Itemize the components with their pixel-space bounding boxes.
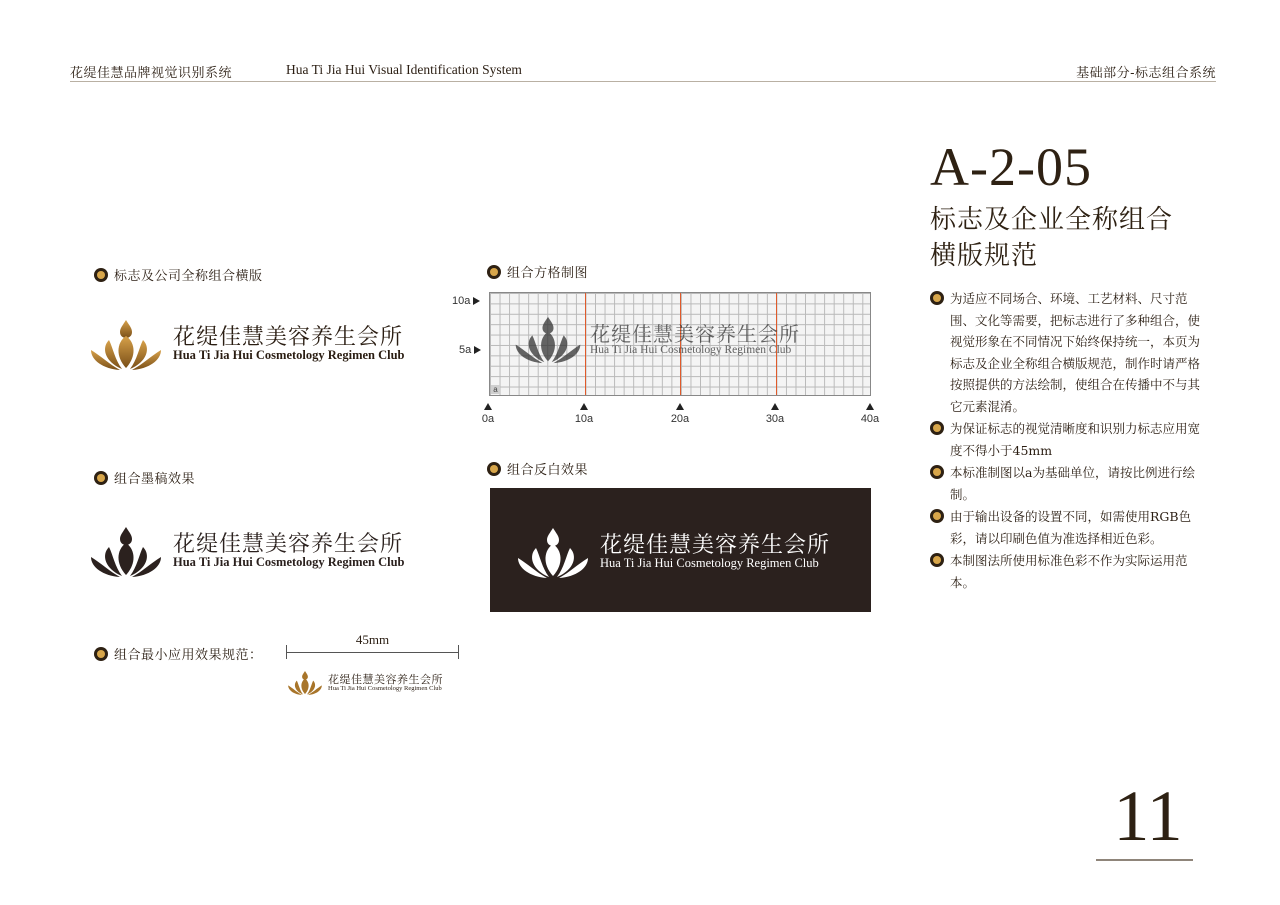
logo-wordmark (173, 327, 405, 363)
page-header (70, 58, 1216, 82)
brand-title-en: Hua Ti Jia Hui Visual Identification System (286, 62, 522, 77)
bullet-icon (94, 268, 108, 282)
logo-wordmark (590, 321, 800, 357)
arrow-up-icon (580, 403, 588, 410)
dimension-end (286, 645, 287, 659)
logo-mono (87, 525, 405, 579)
logo-wordmark (173, 534, 405, 570)
bullet-icon (930, 291, 944, 305)
page-title-line-2: 横版规范 (930, 241, 1039, 271)
logo-min-size (286, 670, 443, 696)
logo-wordmark (328, 674, 443, 692)
bullet-icon (487, 265, 501, 279)
construction-grid (489, 292, 871, 396)
x-tick-40a: 40a (856, 403, 884, 425)
min-width-dimension (286, 630, 459, 660)
x-tick-20a: 20a (666, 403, 694, 425)
page-code: A-2-05 (930, 137, 1092, 197)
lotus-logo-icon (87, 318, 165, 372)
page-number-underline (1096, 859, 1193, 861)
logo-reverse (514, 526, 830, 580)
note-item: 由于输出设备的设置不同，如需使用RGB色彩，请以印刷色值为准选择相近色彩。 (930, 506, 1210, 549)
arrow-right-icon (474, 346, 481, 354)
logo-name-en: Hua Ti Jia Hui Cosmetology Regimen Club (328, 684, 442, 692)
page-title (930, 202, 1230, 274)
logo-name-en: Hua Ti Jia Hui Cosmetology Regimen Club (173, 348, 405, 363)
section-label-mono: 组合墨稿效果 (94, 468, 195, 487)
logo-color (87, 318, 405, 372)
section-label-color-logo: 标志及公司全称组合横版 (94, 265, 263, 284)
y-tick-5a: 5a (459, 344, 481, 356)
lotus-logo-icon (87, 525, 165, 579)
note-item: 为保证标志的视觉清晰度和识别力标志应用宽度不得小于45mm (930, 418, 1210, 461)
logo-name-cn: 花缇佳慧美容养生会所 (328, 672, 443, 686)
note-item: 为适应不同场合、环境、工艺材料、尺寸范围、文化等需要，把标志进行了多种组合，使视觉形象在不同情况下始终保持统一，本页为标志及企业全称组合横版规范，制作时请严格按照提供的方法绘制，使组合在传播中不与其它元素混淆。 (930, 288, 1210, 417)
arrow-up-icon (771, 403, 779, 410)
logo-wordmark (600, 535, 830, 571)
bullet-icon (487, 462, 501, 476)
arrow-right-icon (473, 297, 480, 305)
brand-title-cn: 花缇佳慧品牌视觉识别系统 (70, 66, 233, 81)
min-width-label: 45mm (355, 632, 390, 647)
bullet-icon (930, 509, 944, 523)
logo-name-cn: 花缇佳慧美容养生会所 (173, 325, 404, 351)
bullet-icon (930, 421, 944, 435)
section-title: 基础部分-标志组合系统 (1076, 66, 1216, 81)
logo-name-cn: 花缇佳慧美容养生会所 (590, 321, 800, 346)
bullet-icon (94, 471, 108, 485)
lotus-logo-icon (512, 315, 584, 365)
x-tick-0a: 0a (476, 403, 500, 425)
logo-name-en: Hua Ti Jia Hui Cosmetology Regimen Club (600, 556, 819, 571)
grid-unit-cell: a (491, 385, 500, 394)
logo-name-en: Hua Ti Jia Hui Cosmetology Regimen Club (590, 343, 792, 356)
logo-name-cn: 花缇佳慧美容养生会所 (173, 532, 404, 558)
note-item: 本制图法所使用标准色彩不作为实际运用范本。 (930, 550, 1210, 593)
arrow-up-icon (484, 403, 492, 410)
dimension-end (458, 645, 459, 659)
bullet-icon (94, 647, 108, 661)
y-tick-10a: 10a (452, 295, 480, 307)
logo-name-en: Hua Ti Jia Hui Cosmetology Regimen Club (173, 555, 405, 570)
dimension-line (286, 652, 459, 653)
x-tick-30a: 30a (761, 403, 789, 425)
lotus-logo-icon (286, 670, 324, 696)
bullet-icon (930, 465, 944, 479)
section-label-grid: 组合方格制图 (487, 262, 588, 281)
bullet-icon (930, 553, 944, 567)
note-item: 本标准制图以a为基础单位，请按比例进行绘制。 (930, 462, 1210, 505)
page-title-line-1: 标志及企业全称组合 (930, 205, 1174, 235)
notes-list (930, 288, 1210, 594)
logo-on-grid (512, 315, 800, 365)
arrow-up-icon (866, 403, 874, 410)
arrow-up-icon (676, 403, 684, 410)
reverse-panel (490, 488, 871, 612)
x-tick-10a: 10a (570, 403, 598, 425)
section-label-min-size: 组合最小应用效果规范： (94, 644, 263, 663)
logo-name-cn: 花缇佳慧美容养生会所 (600, 533, 831, 559)
page-number: 11 (1113, 776, 1183, 856)
lotus-logo-icon (514, 526, 592, 580)
section-label-reverse: 组合反白效果 (487, 459, 588, 478)
